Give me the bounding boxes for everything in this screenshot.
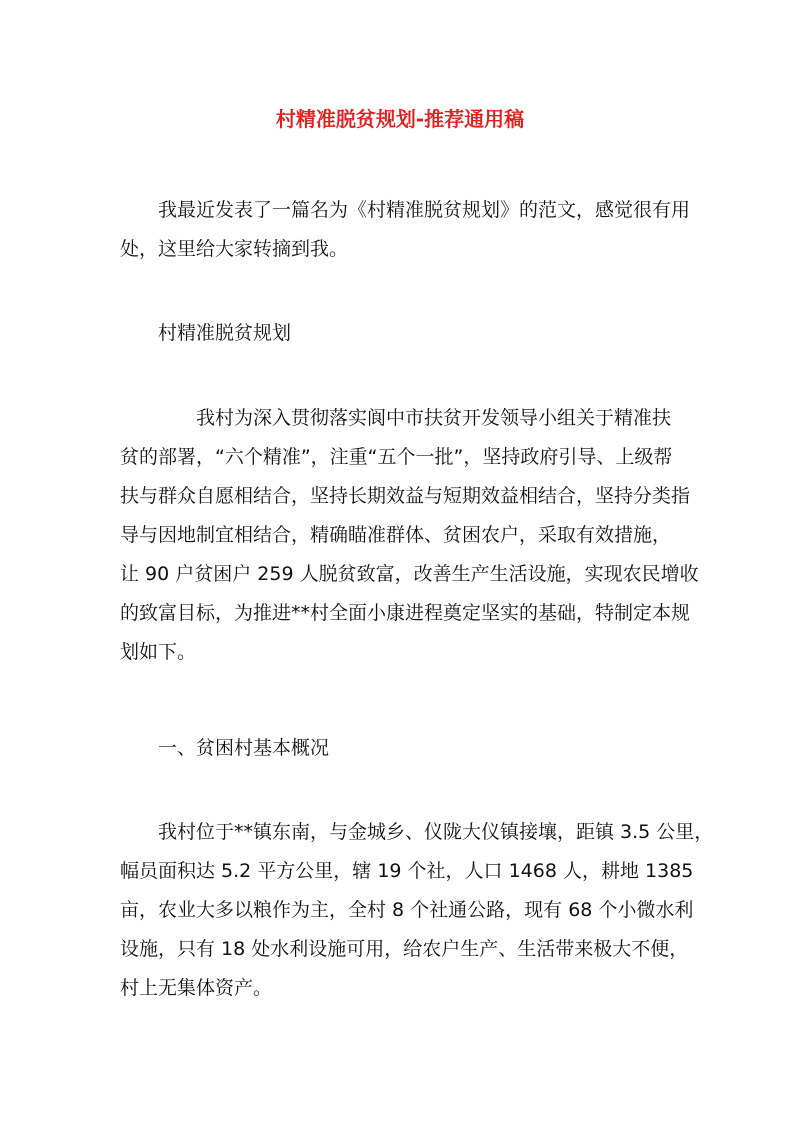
body-paragraph — [120, 399, 699, 672]
section-line: 亩，农业大多以粮作为主，全村 8 个社通公路，现有 68 个小微水利 — [120, 899, 694, 921]
intro-line: 我最近发表了一篇名为《村精准脱贫规划》的范文，感觉很有用 — [158, 199, 691, 221]
section-line: 我村位于**镇东南，与金城乡、仪陇大仪镇接壤，距镇 3.5 公里， — [158, 821, 714, 843]
section-line: 幅员面积达 5.2 平方公里，辖 19 个社，人口 1468 人，耕地 1385 — [120, 860, 694, 882]
body-line: 划如下。 — [120, 641, 197, 663]
body-line: 的致富目标，为推进**村全面小康进程奠定坚实的基础，特制定本规 — [120, 602, 691, 624]
section-heading-text: 一、贫困村基本概况 — [158, 737, 330, 759]
body-line: 导与因地制宜相结合，精确瞄准群体、贫困农户，采取有效措施， — [120, 524, 672, 546]
body-line: 让 90 户贫困户 259 人脱贫致富，改善生产生活设施，实现农民增收 — [120, 563, 699, 585]
section-paragraph — [120, 813, 714, 1008]
subtitle-text: 村精准脱贫规划 — [158, 322, 292, 344]
body-line: 贫的部署，“六个精准”，注重“五个一批”，坚持政府引导、上级帮 — [120, 446, 673, 468]
section-line: 村上无集体资产。 — [120, 977, 273, 999]
intro-paragraph — [120, 191, 695, 269]
section-heading — [120, 729, 695, 768]
intro-line: 处，这里给大家转摘到我。 — [120, 238, 349, 260]
body-line: 扶与群众自愿相结合，坚持长期效益与短期效益相结合，坚持分类指 — [120, 485, 691, 507]
body-line: 我村为深入贯彻落实阆中市扶贫开发领导小组关于精准扶 — [196, 407, 672, 429]
document-title: 村精准脱贫规划-推荐通用稿 — [275, 107, 525, 131]
section-line: 设施，只有 18 处水利设施可用，给农户生产、生活带来极大不便， — [120, 938, 689, 960]
subtitle-heading — [120, 314, 695, 353]
